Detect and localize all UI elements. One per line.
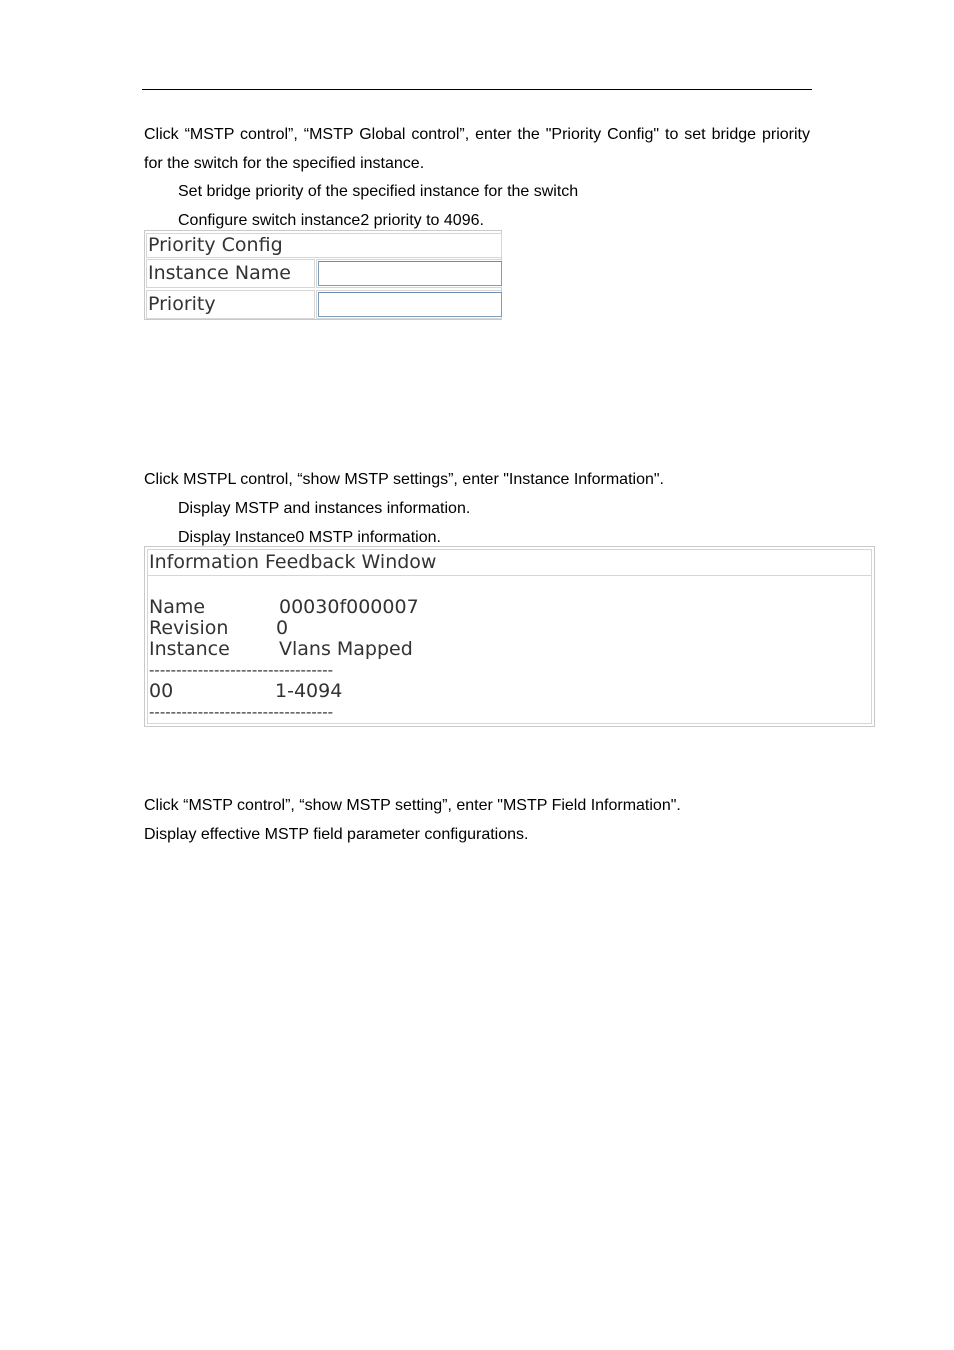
name-label: Name: [149, 596, 206, 618]
intro-paragraph-priority: Click “MSTP control”, “MSTP Global control”, enter the "Priority Config" to set bridge priority for the switch for the specified instance.: [144, 126, 810, 172]
separator-top: ----------------------------------: [149, 661, 334, 679]
vlans-mapped-column-label: Vlans Mapped: [279, 638, 413, 660]
step-display-mstp-instances: Display MSTP and instances information.: [178, 500, 471, 517]
mstp-field-information-paragraph: Click “MSTP control”, “show MSTP setting”, enter "MSTP Field Information".: [144, 797, 681, 814]
revision-value: 0: [276, 617, 289, 639]
instance-name-cell: [316, 259, 502, 288]
revision-label: Revision: [149, 617, 229, 639]
name-value: 00030f000007: [279, 596, 419, 618]
instance-information-paragraph: Click MSTPL control, “show MSTP settings”, enter "Instance Information".: [144, 471, 664, 488]
priority-config-title: Priority Config: [146, 233, 502, 258]
instance-column-label: Instance: [149, 638, 230, 660]
priority-config-panel: [144, 230, 502, 320]
instance-row-vlans: 1-4094: [275, 680, 343, 702]
instance-name-label: Instance Name: [146, 259, 315, 288]
feedback-window-frame: [147, 549, 872, 724]
display-field-parameters-paragraph: Display effective MSTP field parameter configurations.: [144, 826, 529, 843]
step-display-instance0: Display Instance0 MSTP information.: [178, 529, 441, 546]
information-feedback-window: [144, 546, 875, 727]
separator-bottom: ----------------------------------: [149, 703, 334, 721]
instance-name-input[interactable]: [318, 261, 502, 286]
header-rule: [142, 89, 812, 90]
step-set-bridge-priority: Set bridge priority of the specified instance for the switch: [178, 183, 579, 200]
priority-input[interactable]: [318, 292, 502, 317]
instance-row-id: 00: [149, 680, 174, 702]
step-configure-instance2: Configure switch instance2 priority to 4096.: [178, 212, 484, 229]
priority-label: Priority: [146, 290, 315, 319]
feedback-window-title: Information Feedback Window: [148, 550, 871, 576]
priority-cell: [316, 290, 502, 319]
